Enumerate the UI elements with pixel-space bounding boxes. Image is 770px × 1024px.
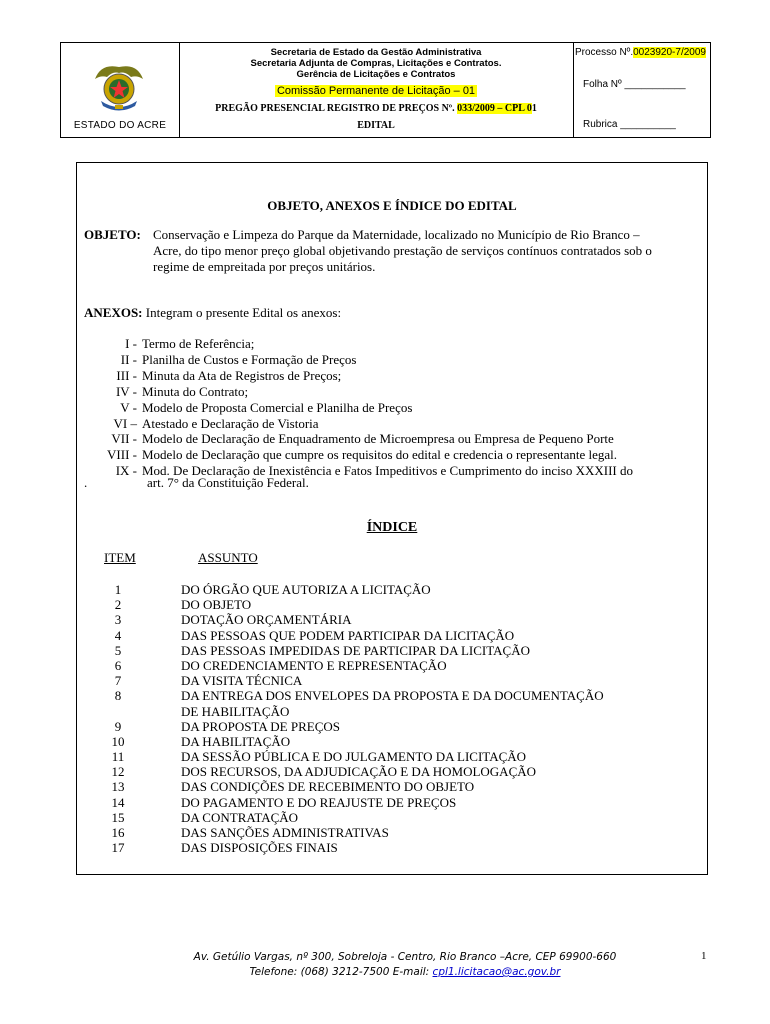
index-subject-line: DA ENTREGA DOS ENVELOPES DA PROPOSTA E DA DOCUMENTAÇÃO <box>181 688 604 704</box>
pregao-line <box>179 103 573 114</box>
index-subject: DAS PESSOAS IMPEDIDAS DE PARTICIPAR DA LICITAÇÃO <box>181 642 531 658</box>
index-subject-line: DE HABILITAÇÃO <box>181 703 290 719</box>
index-subject: DA SESSÃO PÚBLICA E DO JULGAMENTO DA LICITAÇÃO <box>181 749 527 765</box>
index-subject: DOS RECURSOS, DA ADJUDICAÇÃO E DA HOMOLOGAÇÃO <box>181 764 537 780</box>
objeto-text <box>153 227 703 275</box>
pregao-number: 033/2009 – CPL 0 <box>457 103 532 114</box>
annex-number: VI – <box>113 415 137 431</box>
index-subject: DO ÓRGÃO QUE AUTORIZA A LICITAÇÃO <box>181 582 431 597</box>
index-subject: DAS DISPOSIÇÕES FINAIS <box>181 840 338 856</box>
pregao-suffix: 1 <box>531 103 537 114</box>
index-number: 4 <box>114 627 122 643</box>
index-number: 7 <box>114 673 122 689</box>
index-subject: DO PAGAMENTO E DO REAJUSTE DE PREÇOS <box>181 794 457 810</box>
index-row <box>77 582 709 597</box>
footer-address: Av. Getúlio Vargas, nº 300, Sobreloja - Centro, Rio Branco –Acre, CEP 69900-660 <box>193 951 617 963</box>
objeto-line: Acre, do tipo menor preço global objetivando prestação de serviços contínuos contratados sob o <box>153 243 652 258</box>
index-subject: DAS CONDIÇÕES DE RECEBIMENTO DO OBJETO <box>181 779 475 795</box>
annex-text: Modelo de Proposta Comercial e Planilha de Preços <box>142 399 413 415</box>
gerencia-line: Gerência de Licitações e Contratos <box>296 69 456 80</box>
index-number: 15 <box>111 809 125 825</box>
annex-item <box>101 384 711 400</box>
annex-text: Termo de Referência; <box>142 336 255 351</box>
annex-number: IX - <box>115 463 137 479</box>
secretaria-line: Secretaria de Estado da Gestão Administrativa <box>270 47 482 58</box>
index-row <box>77 643 709 658</box>
processo-number: 0023920-7/2009 <box>633 47 706 58</box>
footer-email-link[interactable]: cpl1.licitacao@ac.gov.br <box>432 966 561 978</box>
index-number: 16 <box>111 825 125 841</box>
annex-item <box>101 368 711 384</box>
index-number: 10 <box>111 733 125 749</box>
index-subject: DA CONTRATAÇÃO <box>181 809 299 825</box>
index-subject: DA HABILITAÇÃO <box>181 733 291 749</box>
annex-number: VII - <box>111 431 137 447</box>
comissao-line <box>179 85 573 97</box>
index-row <box>77 749 709 764</box>
objeto-line: Conservação e Limpeza do Parque da Maternidade, localizado no Município de Rio Branco – <box>153 227 640 242</box>
index-list <box>77 582 709 855</box>
index-row <box>77 597 709 612</box>
index-number: 13 <box>111 779 125 795</box>
page-number: 1 <box>701 950 707 962</box>
annex-item <box>101 352 711 368</box>
comissao-text: Comissão Permanente de Licitação – 01 <box>276 85 476 97</box>
index-number: 1 <box>114 582 122 597</box>
anexos-intro <box>84 305 341 321</box>
index-subject: DA VISITA TÉCNICA <box>181 673 303 689</box>
annex-number: VIII - <box>107 447 137 463</box>
header-center-cell <box>179 43 574 137</box>
annex-text: Minuta do Contrato; <box>142 383 249 399</box>
index-subject: DAS SANÇÕES ADMINISTRATIVAS <box>181 825 389 841</box>
anexos-label: ANEXOS: <box>84 305 143 320</box>
index-number: 8 <box>114 688 122 704</box>
annex-item <box>101 400 711 416</box>
index-subject: DOTAÇÃO ORÇAMENTÁRIA <box>181 612 352 628</box>
footer-phone: Telefone: (068) 3212-7500 E-mail: <box>249 966 433 978</box>
rubrica-line: Rubrica __________ <box>583 119 676 130</box>
index-number: 14 <box>111 794 125 810</box>
annex-number: II - <box>120 351 137 367</box>
state-label: ESTADO DO ACRE <box>73 120 167 131</box>
annex-number: III - <box>116 367 137 383</box>
edital-label: EDITAL <box>357 120 395 131</box>
index-row <box>77 825 709 840</box>
index-number: 3 <box>114 612 122 628</box>
secretaria-adjunta-line: Secretaria Adjunta de Compras, Licitações e Contratos. <box>250 58 502 69</box>
annex-number: I - <box>125 336 137 351</box>
page-title: OBJETO, ANEXOS E ÍNDICE DO EDITAL <box>267 198 517 213</box>
annex-text: Modelo de Declaração de Enquadramento de Microempresa ou Empresa de Pequeno Porte <box>142 431 614 447</box>
annex-item <box>101 431 711 447</box>
index-row <box>77 840 709 855</box>
index-row <box>77 779 709 794</box>
index-row <box>77 612 709 627</box>
index-row <box>77 810 709 825</box>
annex-item <box>101 336 711 352</box>
column-header-item: ITEM <box>104 550 136 565</box>
annex-number: V - <box>120 399 137 415</box>
objeto-label: OBJETO: <box>84 227 141 242</box>
footer-contact <box>150 965 660 980</box>
annex-text: Minuta da Ata de Registros de Preços; <box>142 367 342 383</box>
anexos-text: Integram o presente Edital os anexos: <box>145 305 342 320</box>
index-number: 11 <box>111 749 125 765</box>
annex-cont-dot: . <box>84 475 88 490</box>
index-row <box>77 658 709 673</box>
index-subject: DO OBJETO <box>181 597 252 613</box>
annex-item <box>101 416 711 432</box>
processo-line <box>575 47 706 58</box>
folha-line: Folha Nº ___________ <box>583 79 686 90</box>
index-number: 6 <box>114 657 122 673</box>
objeto-line: regime de empreitada por preços unitários. <box>153 259 376 274</box>
index-row <box>77 719 709 734</box>
index-row <box>77 628 709 643</box>
pregao-prefix: PREGÃO PRESENCIAL REGISTRO DE PREÇOS Nº. <box>215 103 458 114</box>
index-subject: DA PROPOSTA DE PREÇOS <box>181 718 340 734</box>
annex-text: Modelo de Declaração que cumpre os requisitos do edital e credencia o representante legal. <box>142 447 618 463</box>
header-logo-cell <box>61 43 180 137</box>
annex-list <box>101 336 711 479</box>
index-subject <box>181 688 604 718</box>
index-subject: DAS PESSOAS QUE PODEM PARTICIPAR DA LICITAÇÃO <box>181 627 515 643</box>
index-number: 12 <box>111 764 125 780</box>
document-header <box>60 42 711 138</box>
annex-number: IV - <box>115 383 137 399</box>
index-row <box>77 688 709 718</box>
annex-text: Atestado e Declaração de Vistoria <box>142 415 319 431</box>
index-number: 9 <box>114 718 122 734</box>
index-number: 5 <box>114 642 122 658</box>
index-subject: DO CREDENCIAMENTO E REPRESENTAÇÃO <box>181 657 447 673</box>
index-row <box>77 795 709 810</box>
annex-item <box>101 447 711 463</box>
content-box <box>76 162 708 875</box>
state-seal-icon <box>91 59 147 115</box>
annex-text: Planilha de Custos e Formação de Preços <box>142 351 357 367</box>
column-header-assunto: ASSUNTO <box>198 550 258 565</box>
annex-text: Mod. De Declaração de Inexistência e Fatos Impeditivos e Cumprimento do inciso XXXIII do <box>142 463 633 479</box>
index-row <box>77 734 709 749</box>
index-row <box>77 673 709 688</box>
header-right-cell <box>573 43 710 137</box>
indice-title: ÍNDICE <box>366 520 418 535</box>
page-footer <box>150 950 660 980</box>
processo-label: Processo Nº. <box>575 47 634 58</box>
index-row <box>77 764 709 779</box>
index-number: 2 <box>114 597 122 613</box>
index-number: 17 <box>111 840 125 856</box>
annex-cont-text: art. 7° da Constituição Federal. <box>147 475 309 490</box>
